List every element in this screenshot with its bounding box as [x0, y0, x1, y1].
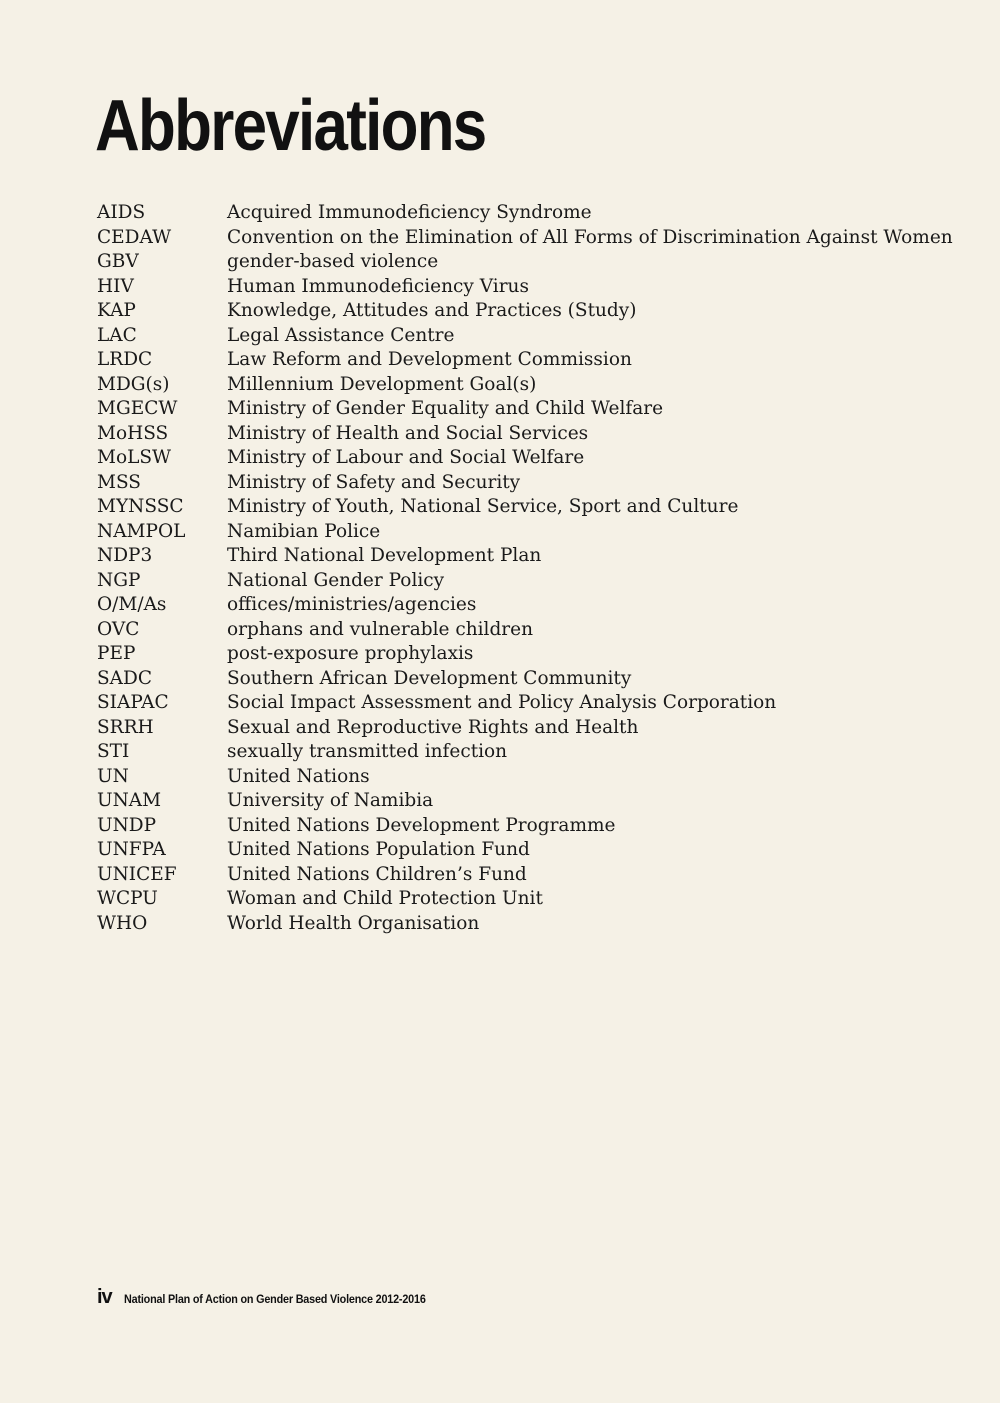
abbreviation-term: MDG(s): [97, 373, 170, 395]
abbreviation-definition: Millennium Development Goal(s): [227, 373, 537, 395]
running-title: National Plan of Action on Gender Based Violence 2012-2016: [123, 1292, 426, 1306]
abbreviation-definition: United Nations Development Programme: [227, 814, 616, 836]
abbreviation-definition: World Health Organisation: [227, 912, 480, 934]
abbreviation-row: [97, 838, 957, 863]
abbreviation-term: KAP: [97, 300, 136, 321]
abbreviation-row: [97, 446, 957, 471]
abbreviation-definition: offices/ministries/agencies: [227, 594, 477, 615]
abbreviation-term: UNAM: [97, 790, 162, 811]
abbreviation-row: [97, 618, 957, 643]
abbreviation-definition: Convention on the Elimination of All Forms of Discrimination Against Women: [227, 226, 953, 248]
abbreviation-definition: Third National Development Plan: [227, 545, 542, 566]
abbreviation-row: [97, 226, 957, 251]
abbreviation-term: LRDC: [97, 349, 153, 370]
abbreviation-row: [97, 324, 957, 349]
abbreviation-term: UNFPA: [97, 839, 166, 860]
abbreviation-term: CEDAW: [97, 226, 172, 248]
page-footer: [97, 1286, 459, 1310]
abbreviation-row: [97, 275, 957, 300]
abbreviation-row: [97, 716, 957, 741]
abbreviation-definition: Ministry of Labour and Social Welfare: [227, 447, 585, 468]
abbreviation-term: WHO: [97, 912, 148, 934]
abbreviation-definition: Southern African Development Community: [227, 667, 632, 689]
abbreviation-row: [97, 863, 957, 888]
abbreviation-row: [97, 250, 957, 275]
abbreviation-term: MGECW: [97, 398, 178, 419]
abbreviation-row: [97, 740, 957, 765]
abbreviation-term: STI: [97, 741, 130, 762]
abbreviation-definition: Knowledge, Attitudes and Practices (Study): [227, 300, 637, 321]
abbreviation-definition: United Nations Children’s Fund: [227, 863, 527, 885]
abbreviation-row: [97, 397, 957, 422]
abbreviation-term: GBV: [97, 251, 139, 272]
abbreviation-definition: Sexual and Reproductive Rights and Health: [227, 716, 639, 738]
abbreviation-row: [97, 789, 957, 814]
abbreviation-term: SIAPAC: [97, 692, 169, 713]
abbreviation-row: [97, 887, 957, 912]
abbreviation-row: [97, 299, 957, 324]
abbreviation-row: [97, 667, 957, 692]
abbreviation-row: [97, 691, 957, 716]
abbreviation-definition: Legal Assistance Centre: [227, 324, 455, 346]
abbreviation-row: [97, 765, 957, 790]
abbreviation-term: OVC: [97, 618, 140, 640]
abbreviation-definition: United Nations Population Fund: [227, 839, 530, 860]
abbreviation-definition: Acquired Immunodeficiency Syndrome: [227, 202, 592, 223]
abbreviation-row: [97, 373, 957, 398]
abbreviation-row: [97, 814, 957, 839]
abbreviation-term: PEP: [97, 643, 136, 664]
abbreviation-term: NAMPOL: [97, 520, 186, 542]
abbreviation-term: MSS: [97, 471, 141, 493]
abbreviation-term: NGP: [97, 569, 141, 591]
abbreviation-term: MoHSS: [97, 422, 169, 444]
abbreviation-term: LAC: [97, 324, 137, 346]
abbreviation-definition: Namibian Police: [227, 520, 381, 542]
abbreviation-term: O/M/As: [97, 594, 167, 615]
abbreviation-row: [97, 348, 957, 373]
abbreviation-definition: United Nations: [227, 765, 370, 787]
abbreviation-row: [97, 593, 957, 618]
abbreviation-definition: Ministry of Gender Equality and Child Welfare: [227, 398, 664, 419]
abbreviation-term: MYNSSC: [97, 496, 184, 517]
abbreviation-definition: gender-based violence: [227, 251, 439, 272]
abbreviation-row: [97, 471, 957, 496]
abbreviation-definition: Woman and Child Protection Unit: [227, 888, 543, 909]
abbreviation-term: SRRH: [97, 716, 154, 738]
abbreviation-row: [97, 912, 957, 937]
abbreviation-row: [97, 642, 957, 667]
abbreviation-term: SADC: [97, 667, 153, 689]
abbreviation-term: WCPU: [97, 888, 158, 909]
page-number: iv: [97, 1286, 112, 1308]
abbreviation-definition: Social Impact Assessment and Policy Analysis Corporation: [227, 692, 777, 713]
abbreviation-row: [97, 520, 957, 545]
abbreviation-term: MoLSW: [97, 447, 172, 468]
abbreviation-term: NDP3: [97, 545, 153, 566]
abbreviation-definition: sexually transmitted infection: [227, 741, 508, 762]
abbreviation-definition: orphans and vulnerable children: [227, 618, 533, 640]
abbreviation-term: UN: [97, 765, 129, 787]
abbreviation-row: [97, 201, 957, 226]
abbreviation-definition: Ministry of Health and Social Services: [227, 422, 589, 444]
abbreviation-definition: post-exposure prophylaxis: [227, 643, 474, 664]
abbreviation-definition: Ministry of Safety and Security: [227, 471, 521, 493]
abbreviations-list: [97, 201, 957, 936]
abbreviation-definition: National Gender Policy: [227, 569, 445, 591]
abbreviation-term: HIV: [97, 275, 134, 297]
abbreviation-row: [97, 495, 957, 520]
abbreviation-row: [97, 422, 957, 447]
abbreviation-row: [97, 544, 957, 569]
abbreviation-definition: Human Immunodeficiency Virus: [227, 275, 529, 297]
abbreviation-term: UNICEF: [97, 863, 177, 885]
page-title: Abbreviations: [95, 86, 486, 166]
abbreviation-term: UNDP: [97, 814, 157, 836]
abbreviation-term: AIDS: [97, 202, 146, 223]
abbreviation-row: [97, 569, 957, 594]
abbreviation-definition: Law Reform and Development Commission: [227, 349, 632, 370]
abbreviation-definition: Ministry of Youth, National Service, Sport and Culture: [227, 496, 739, 517]
abbreviation-definition: University of Namibia: [227, 790, 434, 811]
